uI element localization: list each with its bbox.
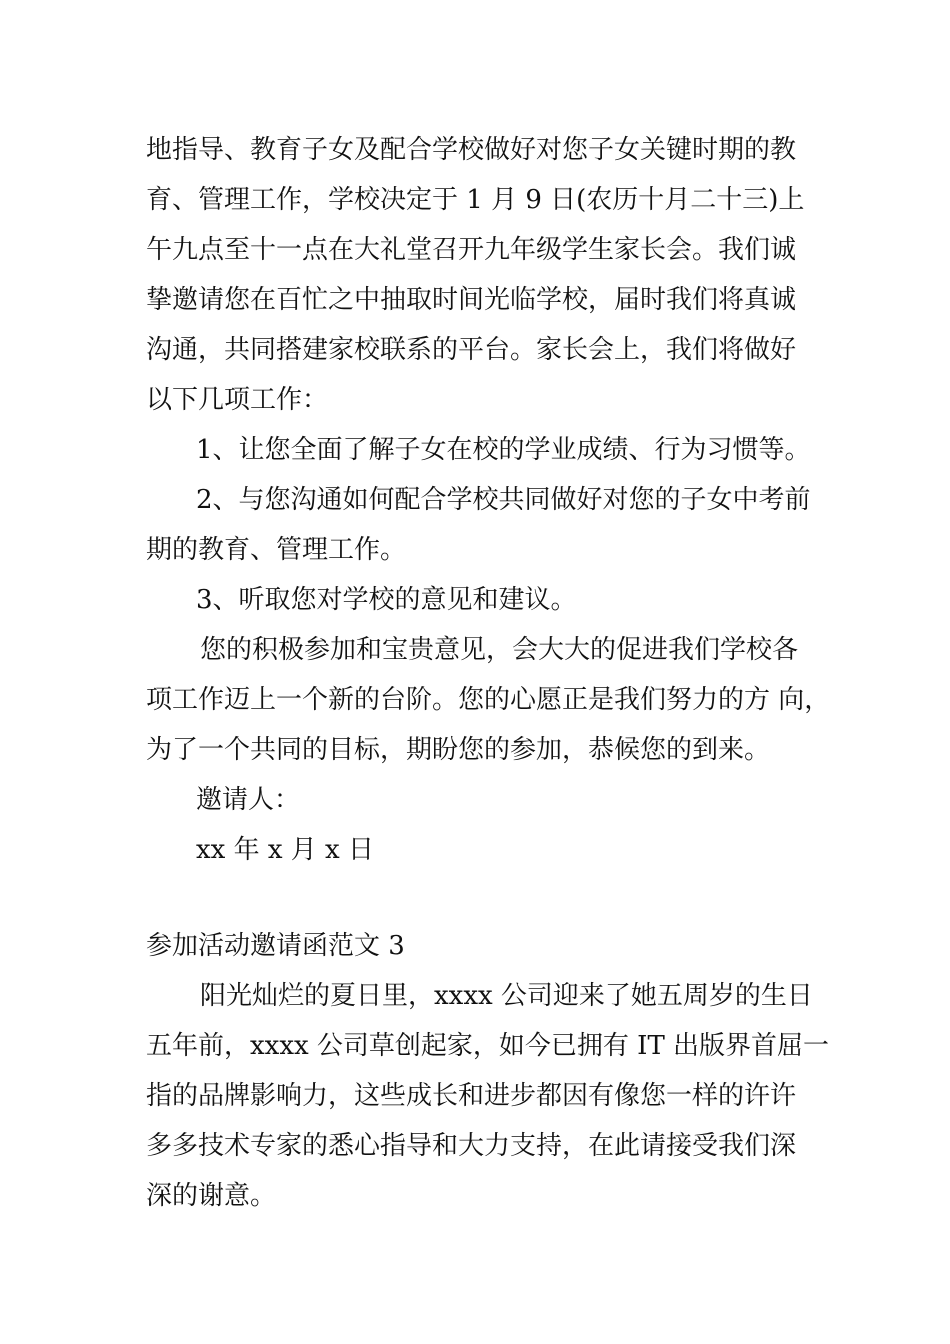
- body-text-line: 为了一个共同的目标，期盼您的参加，恭候您的到来。: [146, 735, 771, 765]
- paragraph-start: 阳光灿烂的夏日里，xxxx 公司迎来了她五周岁的生日: [200, 981, 813, 1011]
- body-text-line: 指的品牌影响力，这些成长和进步都因有像您一样的许许: [146, 1081, 797, 1111]
- body-text-line: 地指导、教育子女及配合学校做好对您子女关键时期的教: [146, 135, 797, 165]
- list-item-2: 2、与您沟通如何配合学校共同做好对您的子女中考前: [196, 485, 811, 515]
- body-text-line: 沟通，共同搭建家校联系的平台。家长会上，我们将做好: [146, 335, 797, 365]
- body-text-line: 项工作迈上一个新的台阶。您的心愿正是我们努力的方 向，: [146, 685, 831, 715]
- body-text-line: 以下几项工作：: [146, 385, 329, 415]
- paragraph-start: 您的积极参加和宝贵意见，会大大的促进我们学校各: [200, 635, 799, 665]
- body-text-line: 深的谢意。: [146, 1181, 277, 1211]
- inviter-label: 邀请人：: [196, 785, 301, 815]
- list-item-3: 3、听取您对学校的意见和建议。: [196, 585, 577, 615]
- body-text-line: 五年前，xxxx 公司草创起家，如今已拥有 IT 出版界首屈一: [146, 1031, 830, 1061]
- date-line: xx 年 x 月 x 日: [196, 835, 374, 865]
- body-text-line: 挚邀请您在百忙之中抽取时间光临学校，届时我们将真诚: [146, 285, 797, 315]
- list-item-1: 1、让您全面了解子女在校的学业成绩、行为习惯等。: [196, 435, 811, 465]
- body-text-line: 多多技术专家的悉心指导和大力支持，在此请接受我们深: [146, 1131, 797, 1161]
- section-title: 参加活动邀请函范文 3: [146, 931, 405, 961]
- body-text-line: 午九点至十一点在大礼堂召开九年级学生家长会。我们诚: [146, 235, 797, 265]
- body-text-line: 期的教育、管理工作。: [146, 535, 407, 565]
- body-text-line: 育、管理工作，学校决定于 1 月 9 日(农历十月二十三)上: [146, 185, 805, 215]
